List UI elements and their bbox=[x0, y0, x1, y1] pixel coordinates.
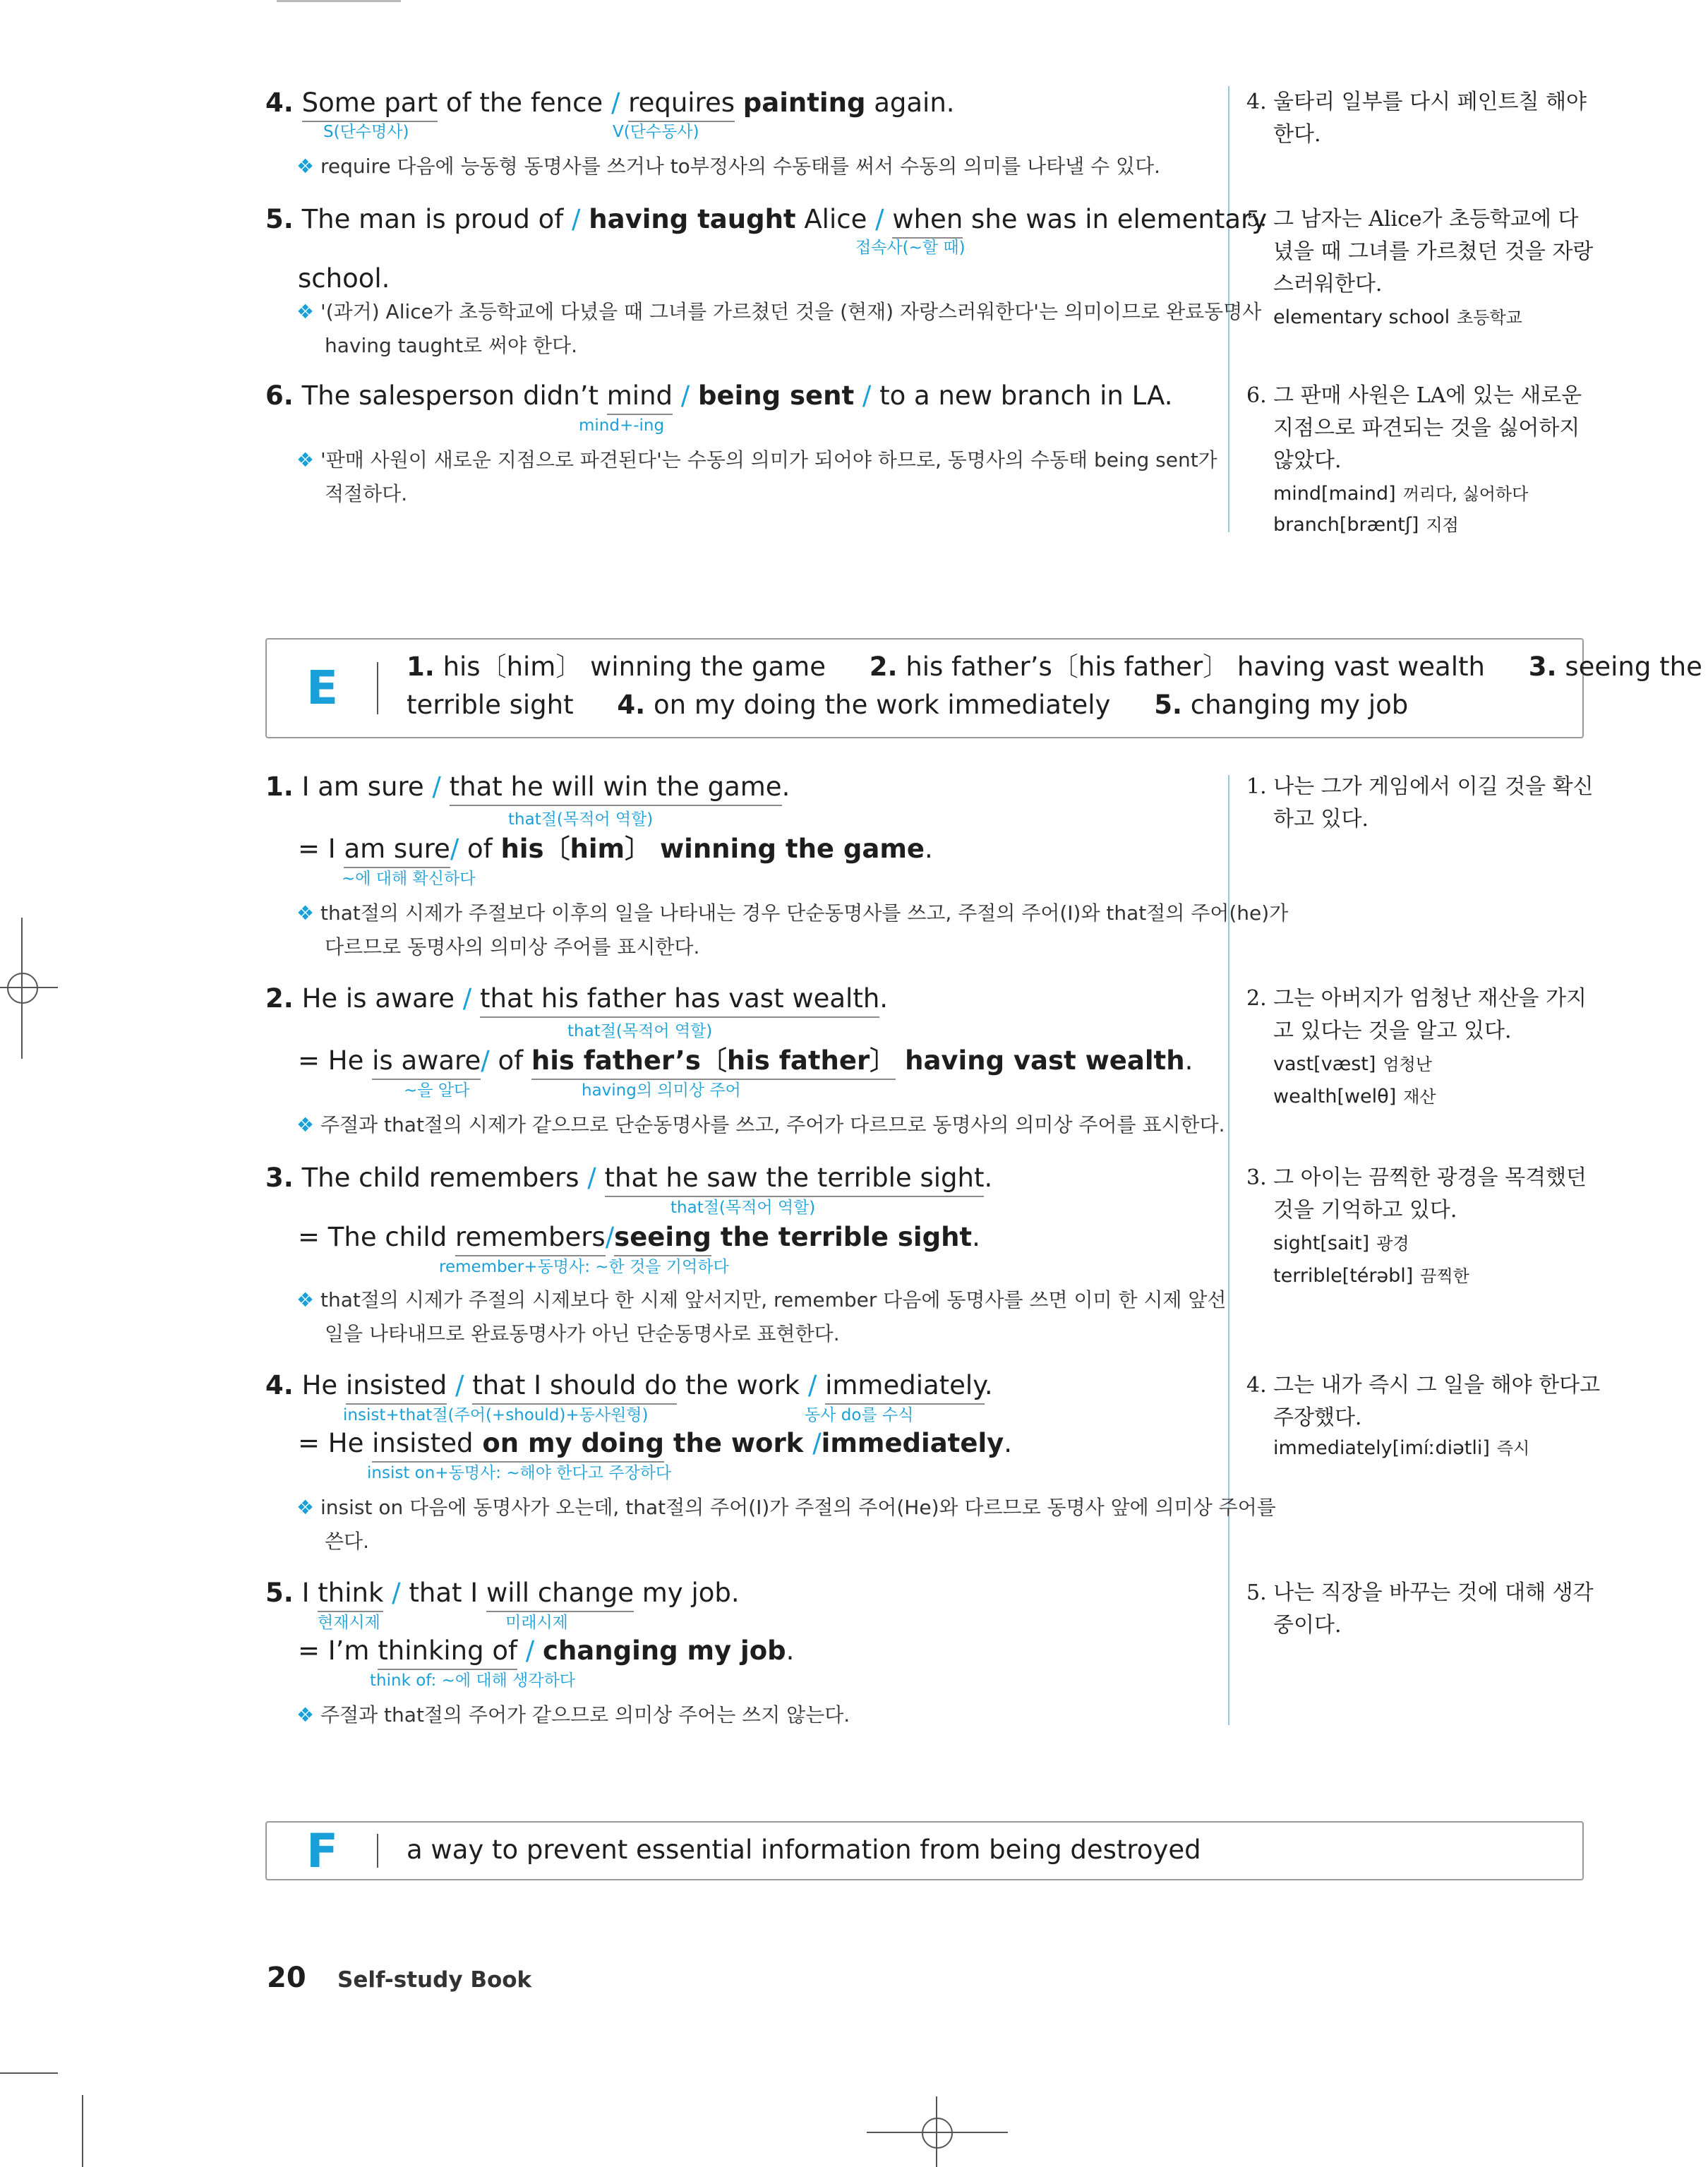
e-q4-vocab-1: immediately[imíːdiətli] 즉시 bbox=[1273, 1437, 1530, 1459]
e-q3-translation: 3. 그 아이는 끔찍한 광경을 목격했던 것을 기억하고 있다. bbox=[1246, 1165, 1587, 1223]
d-q4-sentence: 4. Some part of the fence / requires painting again. bbox=[265, 90, 955, 116]
e-q2-note: ❖ 주절과 that절의 시제가 같으므로 단순동명사를 쓰고, 주어가 다르므로 동명사의 의미상 주어를 표시한다. bbox=[296, 1113, 1225, 1136]
d-q5-sentence-cont: school. bbox=[298, 263, 390, 294]
answer-box-e bbox=[265, 638, 1702, 738]
d-q5-vocab-1: elementary school 초등학교 bbox=[1273, 306, 1522, 328]
registration-circle-left bbox=[7, 973, 38, 1004]
e-q1-note: ❖ that절의 시제가 주절보다 이후의 일을 나타내는 경우 단순동명사를 쓰고, 주절의 주어(I)와 that절의 주어(he)가 다르므로 동명사의 의미상 주어를 표시한다. bbox=[296, 901, 1289, 959]
d-q6-note: ❖ '판매 사원이 새로운 지점으로 파견된다'는 수동의 의미가 되어야 하므로, 동명사의 수동태 being sent가 적절하다. bbox=[296, 448, 1217, 505]
e-q3-annotation-that-clause: that절(목적어 역할) bbox=[670, 1199, 816, 1217]
e-q2-translation: 2. 그는 아버지가 엄청난 재산을 가지 고 있다는 것을 알고 있다. bbox=[1246, 986, 1587, 1043]
answer-box-f bbox=[265, 1821, 1584, 1880]
e-q2-sentence: 2. He is aware / that his father has vast wealth. bbox=[265, 985, 888, 1012]
e-q5-translation: 5. 나는 직장을 바꾸는 것에 대해 생각 중이다. bbox=[1246, 1580, 1594, 1638]
e-q3-annotation-remember: remember+동명사: ~한 것을 기억하다 bbox=[439, 1258, 729, 1276]
e-q4-rewrite: = He insisted on my doing the work /immediately. bbox=[298, 1430, 1012, 1456]
diamond-bullet-icon: ❖ bbox=[296, 901, 315, 925]
e-q1-annotation-sure: ~에 대해 확신하다 bbox=[342, 870, 476, 888]
diamond-bullet-icon: ❖ bbox=[296, 1703, 315, 1727]
e-q2-vocab-1: vast[væst] 엄청난 bbox=[1273, 1053, 1432, 1075]
footer-label: Self-study Book bbox=[337, 1967, 532, 1993]
d-q4-translation: 4. 울타리 일부를 다시 페인트칠 해야 한다. bbox=[1246, 90, 1587, 147]
e-q1-rewrite: = I am sure/ of his〔him〕 winning the game. bbox=[298, 836, 933, 862]
d-q6-translation: 6. 그 판매 사원은 LA에 있는 새로운 지점으로 파견되는 것을 싫어하지 않았다. bbox=[1246, 383, 1582, 473]
e-q3-rewrite: = The child remembers/seeing the terrible sight. bbox=[298, 1224, 980, 1250]
e-q3-vocab-1: sight[sait] 광경 bbox=[1273, 1232, 1409, 1254]
crop-mark-bottom-left-v bbox=[82, 2095, 83, 2167]
box-f-separator bbox=[377, 1834, 378, 1868]
e-q3-sentence: 3. The child remembers / that he saw the terrible sight. bbox=[265, 1165, 992, 1191]
e-q5-note: ❖ 주절과 that절의 주어가 같으므로 의미상 주어는 쓰지 않는다. bbox=[296, 1703, 850, 1727]
e-q4-sentence: 4. He insisted / that I should do the work / immediately. bbox=[265, 1372, 993, 1398]
diamond-bullet-icon: ❖ bbox=[296, 300, 315, 323]
d-q6-annotation-mind: mind+-ing bbox=[579, 416, 665, 435]
e-q5-sentence: 5. I think / that I will change my job. bbox=[265, 1580, 740, 1606]
d-q5-note: ❖ '(과거) Alice가 초등학교에 다녔을 때 그녀를 가르쳤던 것을 (현재) 자랑스러워한다'는 의미이므로 완료동명사 having taught로 써야 한다. bbox=[296, 300, 1262, 357]
d-q6-vocab-1: mind[maind] 꺼리다, 싫어하다 bbox=[1273, 483, 1529, 505]
e-q3-vocab-2: terrible[térəbl] 끔찍한 bbox=[1273, 1265, 1469, 1287]
box-e-answers-line2: terrible sight 4. on my doing the work immediately 5. changing my job bbox=[407, 690, 1409, 720]
section-letter-f: F bbox=[306, 1824, 339, 1878]
d-q6-vocab-2: branch[bræntʃ] 지점 bbox=[1273, 514, 1459, 536]
e-q1-annotation-that-clause: that절(목적어 역할) bbox=[508, 810, 654, 829]
diamond-bullet-icon: ❖ bbox=[296, 1288, 315, 1311]
d-q5-translation: 5. 그 남자는 Alice가 초등학교에 다 녔을 때 그녀를 가르쳤던 것을 자랑 스러워한다. bbox=[1246, 207, 1594, 296]
d-q4-annotation-verb: V(단수동사) bbox=[613, 123, 699, 141]
d-q4-annotation-subject: S(단수명사) bbox=[323, 123, 409, 141]
box-e-answers-line1: 1. his〔him〕 winning the game 2. his father’s〔his father〕 having vast wealth 3. seeing the bbox=[407, 652, 1702, 682]
e-q4-annotation-insist: insist+that절(주어(+should)+동사원형) bbox=[343, 1406, 649, 1424]
box-e-separator bbox=[377, 662, 378, 714]
diamond-bullet-icon: ❖ bbox=[296, 1496, 315, 1519]
e-q4-annotation-modify: 동사 do를 수식 bbox=[805, 1406, 914, 1424]
e-q3-note: ❖ that절의 시제가 주절의 시제보다 한 시제 앞서지만, remember 다음에 동명사를 쓰면 이미 한 시제 앞선 일을 나타내므로 완료동명사가 아닌 단순동명사로 표현한다. bbox=[296, 1288, 1227, 1345]
e-q5-annotation-think-of: think of: ~에 대해 생각하다 bbox=[370, 1671, 576, 1690]
e-q5-annotation-future: 미래시제 bbox=[505, 1614, 568, 1632]
e-q1-translation: 1. 나는 그가 게임에서 이길 것을 확신 하고 있다. bbox=[1246, 774, 1594, 832]
e-q2-annotation-that-clause: that절(목적어 역할) bbox=[567, 1022, 713, 1040]
e-q2-rewrite: = He is aware/ of his father’s〔his father〕 having vast wealth. bbox=[298, 1048, 1193, 1074]
registration-circle-bottom bbox=[922, 2118, 953, 2149]
e-q2-vocab-2: wealth[welθ] 재산 bbox=[1273, 1086, 1436, 1107]
e-q4-translation: 4. 그는 내가 즉시 그 일을 해야 한다고 주장했다. bbox=[1246, 1373, 1601, 1430]
diamond-bullet-icon: ❖ bbox=[296, 448, 315, 472]
section-letter-e: E bbox=[306, 661, 339, 715]
diamond-bullet-icon: ❖ bbox=[296, 1113, 315, 1136]
e-q4-note: ❖ insist on 다음에 동명사가 오는데, that절의 주어(I)가 주절의 주어(He)와 다르므로 동명사 앞에 의미상 주어를 쓴다. bbox=[296, 1496, 1276, 1553]
d-q5-annotation-conjunction: 접속사(~할 때) bbox=[855, 239, 966, 257]
e-q2-annotation-aware: ~을 알다 bbox=[404, 1081, 470, 1100]
e-q4-annotation-insist-on: insist on+동명사: ~해야 한다고 주장하다 bbox=[367, 1464, 672, 1482]
d-q4-note: ❖ require 다음에 능동형 동명사를 쓰거나 to부정사의 수동태를 써서 수동의 의미를 나타낼 수 있다. bbox=[296, 155, 1161, 178]
crop-mark-bottom-left-h bbox=[0, 2072, 58, 2074]
page-number: 20 bbox=[267, 1962, 306, 1994]
e-q5-annotation-present: 현재시제 bbox=[318, 1614, 380, 1632]
crop-mark-top bbox=[277, 0, 401, 2]
e-q2-annotation-subject: having의 의미상 주어 bbox=[582, 1081, 741, 1100]
e-q5-rewrite: = I’m thinking of / changing my job. bbox=[298, 1638, 794, 1664]
e-q1-sentence: 1. I am sure / that he will win the game. bbox=[265, 774, 790, 800]
d-q6-sentence: 6. The salesperson didn’t mind / being sent / to a new branch in LA. bbox=[265, 383, 1172, 409]
diamond-bullet-icon: ❖ bbox=[296, 155, 315, 178]
d-q5-sentence: 5. The man is proud of / having taught Alice / when she was in elementary bbox=[265, 206, 1267, 232]
box-f-answer: a way to prevent essential information from being destroyed bbox=[407, 1835, 1201, 1865]
